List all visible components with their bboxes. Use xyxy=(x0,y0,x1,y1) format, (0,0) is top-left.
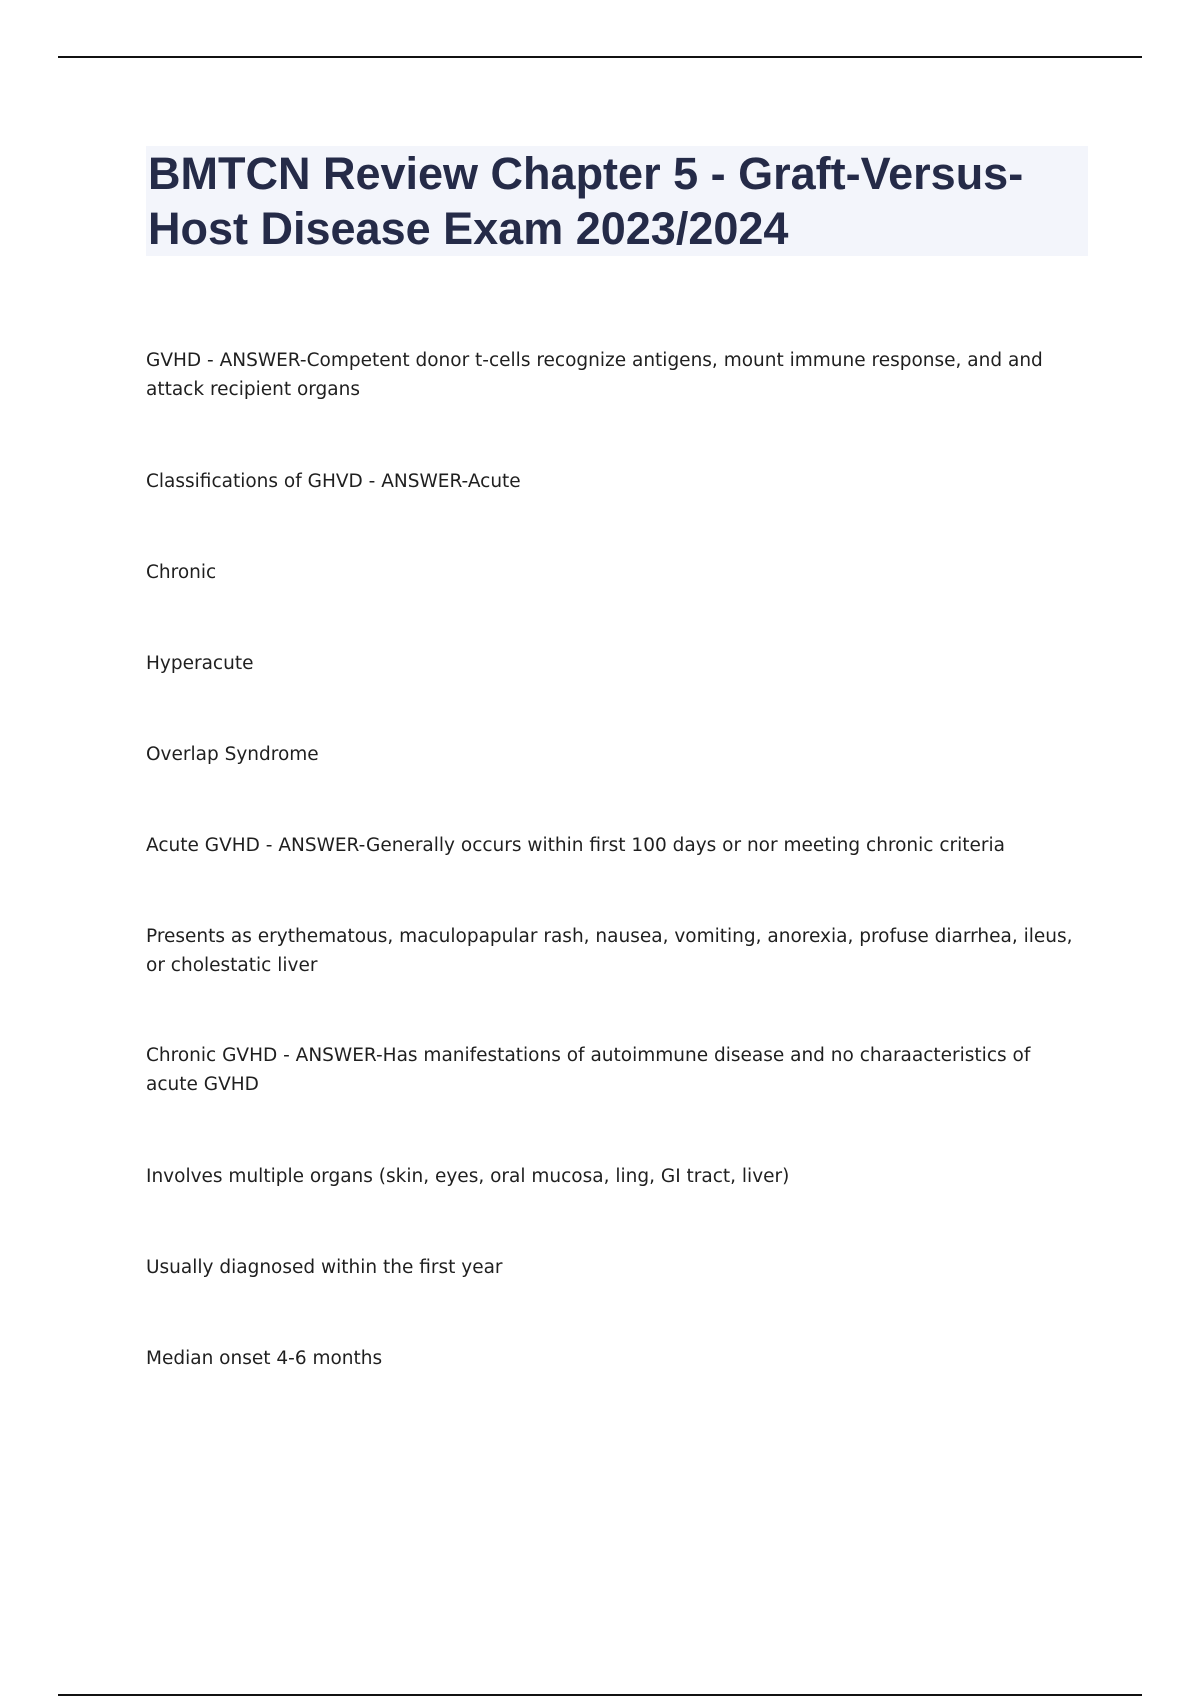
paragraph-chronic-gvhd: Chronic GVHD - ANSWER-Has manifestations of autoimmune disease and no charaacteristics of acute GVHD xyxy=(146,1045,1031,1095)
paragraph-median-onset: Median onset 4-6 months xyxy=(146,1348,383,1369)
paragraph-chronic: Chronic xyxy=(146,562,217,583)
title-block xyxy=(146,146,1088,256)
paragraph-classifications: Classifications of GHVD - ANSWER-Acute xyxy=(146,471,521,492)
bottom-divider xyxy=(58,1694,1142,1696)
paragraph-gvhd: GVHD - ANSWER-Competent donor t-cells recognize antigens, mount immune response, and and attack recipient organs xyxy=(146,350,1043,400)
paragraph-acute-gvhd: Acute GVHD - ANSWER-Generally occurs within first 100 days or nor meeting chronic criteria xyxy=(146,835,1005,856)
paragraph-involves-organs: Involves multiple organs (skin, eyes, oral mucosa, ling, GI tract, liver) xyxy=(146,1166,790,1187)
paragraph-hyperacute: Hyperacute xyxy=(146,653,254,674)
top-divider xyxy=(58,56,1142,58)
document-title: BMTCN Review Chapter 5 - Graft-Versus-Host Disease Exam 2023/2024 xyxy=(148,148,1024,254)
paragraph-overlap-syndrome: Overlap Syndrome xyxy=(146,744,319,765)
paragraph-presents-as: Presents as erythematous, maculopapular rash, nausea, vomiting, anorexia, profuse diarrhea, ileus, or cholestatic liver xyxy=(146,926,1073,976)
paragraph-usually-diagnosed: Usually diagnosed within the first year xyxy=(146,1257,503,1278)
